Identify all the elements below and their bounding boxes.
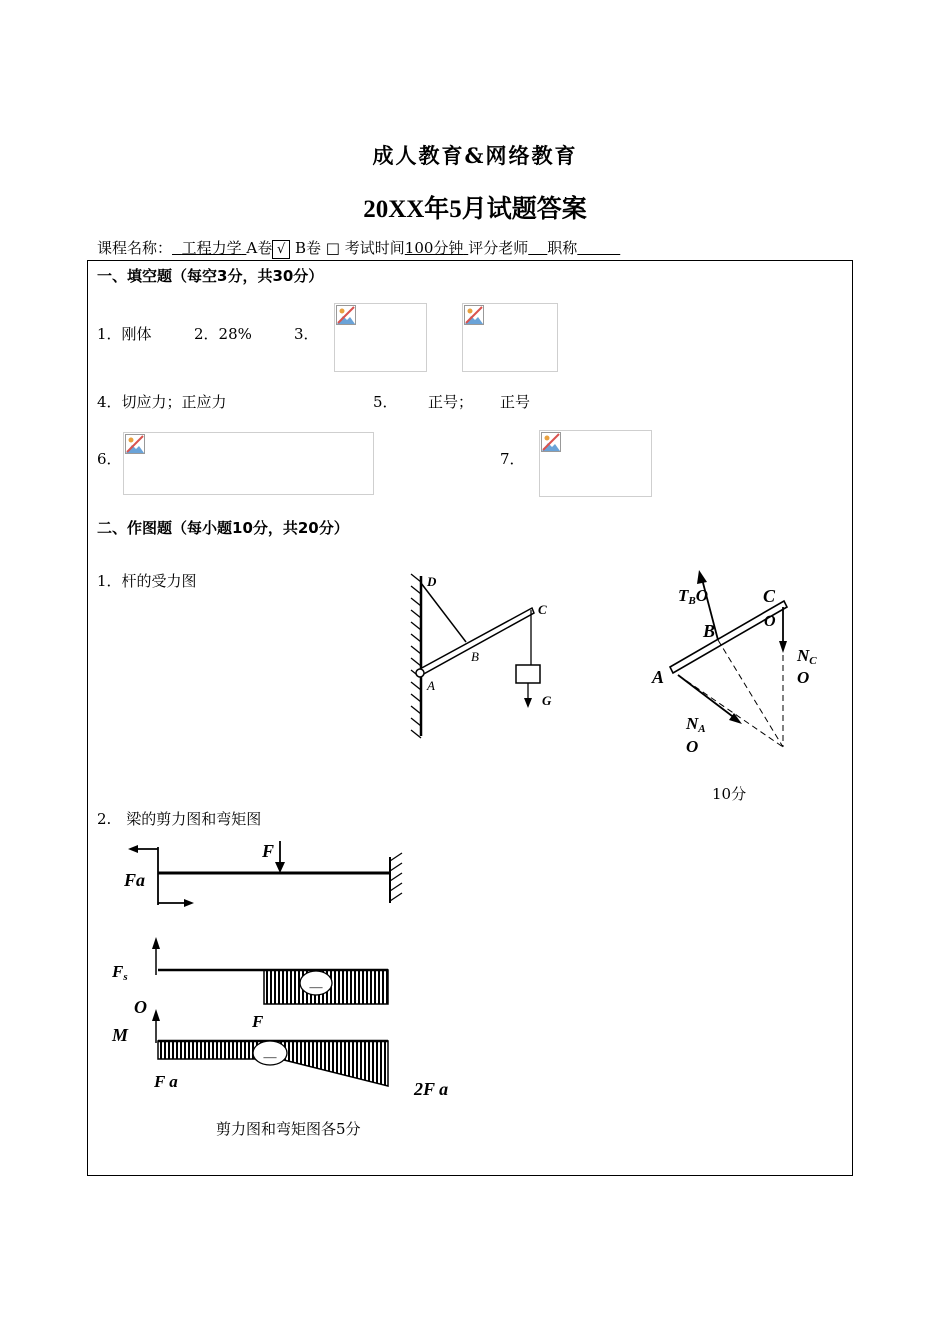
shear-sign: — — [309, 979, 323, 994]
org-heading: 成人教育&网络教育 — [372, 143, 578, 168]
moment-sign: — — [263, 1049, 277, 1064]
section1-heading: 一、填空题（每空3分，共30分） — [97, 267, 324, 285]
image-placeholder-icon — [336, 305, 356, 325]
answer-6-image — [123, 432, 374, 495]
bracket-figure — [400, 570, 570, 745]
drawing-q2: 2. 梁的剪力图和弯矩图 — [97, 810, 262, 828]
q1-score: 10分 — [712, 785, 747, 803]
course-label: 课程名称： — [97, 239, 173, 257]
free-body-diagram — [640, 565, 840, 765]
paper-b: B卷 — [294, 239, 322, 257]
fixed-support-hatching — [390, 853, 402, 901]
label-D: D — [427, 574, 437, 589]
beam-diagrams — [100, 835, 480, 1105]
shear-diagram — [152, 937, 388, 1004]
grader-blank — [528, 239, 547, 257]
exam-time: 100分钟 — [404, 239, 464, 257]
answer-4: 4．切应力；正应力 — [97, 393, 227, 411]
answer-3-image-b — [462, 303, 558, 372]
paper-a-checkbox[interactable]: √ — [272, 240, 290, 259]
answer-3-label: 3． — [294, 325, 319, 343]
paper-b-checkbox[interactable]: □ — [325, 239, 340, 257]
label-M: M — [112, 1025, 129, 1045]
label-NA: NA — [686, 714, 706, 735]
grader-label: 评分老师 — [468, 239, 529, 257]
label-B: B — [703, 621, 716, 641]
title-blank — [577, 239, 620, 257]
image-placeholder-icon — [541, 432, 561, 452]
label-G: G — [542, 693, 552, 708]
page-title: 20XX年5月试题答案 — [363, 196, 587, 223]
answer-5b: 正号 — [500, 393, 531, 411]
label-TB: TBO — [678, 586, 709, 607]
label-F-mid: F — [252, 1012, 264, 1031]
label-A: A — [427, 678, 435, 693]
drawing-q1: 1．杆的受力图 — [97, 572, 197, 590]
label-F-top: F — [262, 841, 275, 861]
section2-heading: 二、作图题（每小题10分，共20分） — [97, 519, 349, 537]
answer-5a: 正号； — [428, 393, 474, 411]
exam-meta — [97, 237, 620, 259]
answer-7-label: 7． — [500, 450, 525, 468]
label-NA-O: O — [686, 737, 699, 756]
image-placeholder-icon — [125, 434, 145, 454]
answer-5-label: 5． — [373, 393, 398, 411]
label-C: C — [538, 602, 547, 617]
label-C: C — [763, 586, 776, 606]
label-NC: NC — [797, 646, 817, 667]
paper-a: A卷 — [246, 239, 273, 257]
answer-7-image — [539, 430, 652, 497]
title-label: 职称 — [547, 239, 578, 257]
answer-1: 1．刚体 — [97, 325, 152, 343]
image-placeholder-icon — [464, 305, 484, 325]
course-name: 工程力学 — [181, 239, 242, 257]
wall-hatching — [411, 574, 421, 738]
label-C-O: O — [764, 613, 776, 630]
label-Fs: Fs — [112, 962, 128, 983]
exam-time-label: 考试时间 — [344, 239, 405, 257]
label-Fa-bottom: F a — [154, 1072, 178, 1091]
label-B: B — [471, 649, 479, 664]
label-O: O — [134, 997, 147, 1017]
q2-score: 剪力图和弯矩图各5分 — [216, 1120, 361, 1138]
label-NC-O: O — [797, 668, 810, 687]
moment-diagram — [152, 1009, 388, 1086]
answer-2: 2．28% — [194, 325, 252, 343]
answer-6-label: 6． — [97, 450, 122, 468]
label-Fa-left: Fa — [124, 870, 146, 890]
label-2Fa: 2F a — [414, 1079, 449, 1099]
label-A: A — [652, 667, 665, 687]
answer-3-image-a — [334, 303, 427, 372]
